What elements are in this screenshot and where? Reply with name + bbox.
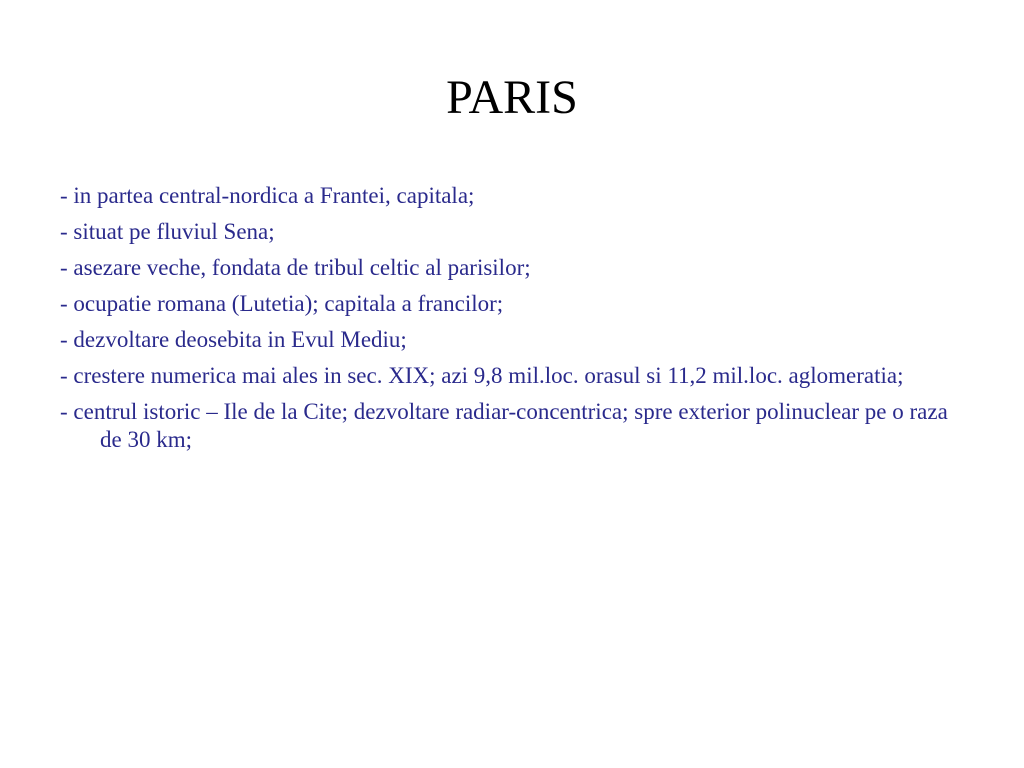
- bullet-item: - crestere numerica mai ales in sec. XIX; azi 9,8 mil.loc. orasul si 11,2 mil.loc. aglomeratia;: [60, 363, 904, 388]
- slide-title: PARIS: [446, 71, 578, 124]
- bullet-item: - in partea central-nordica a Frantei, capitala;: [60, 183, 475, 208]
- bullet-item: - centrul istoric – Ile de la Cite; dezvoltare radiar-concentrica; spre exterior polinuclear pe o raza de 30 km;: [60, 399, 948, 452]
- bullet-item: - situat pe fluviul Sena;: [60, 219, 275, 244]
- bullet-item: - ocupatie romana (Lutetia); capitala a francilor;: [60, 291, 504, 316]
- bullet-item: - asezare veche, fondata de tribul celtic al parisilor;: [60, 255, 531, 280]
- bullet-list: [60, 182, 960, 462]
- bullet-item: - dezvoltare deosebita in Evul Mediu;: [60, 327, 407, 352]
